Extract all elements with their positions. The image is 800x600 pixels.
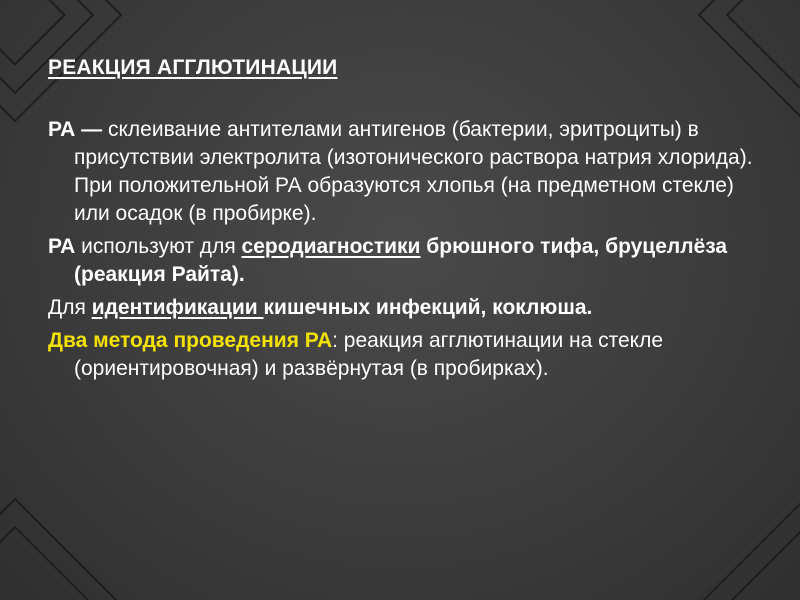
identification-rest: кишечных инфекций, коклюша. bbox=[263, 296, 593, 319]
definition-text: склеивание антителами антигенов (бактерии, эритроциты) в присутствии электролита (изотонического раствора натрия хлорида). При положительной РА образуются хлопья (на предметном стекле) или осадок (в пробирке). bbox=[74, 118, 753, 225]
definition-lead: РА — bbox=[48, 118, 108, 141]
usage-term: серодиагностики bbox=[241, 235, 421, 258]
identification-term: идентификации bbox=[91, 296, 264, 319]
slide-title: РЕАКЦИЯ АГГЛЮТИНАЦИИ bbox=[48, 56, 338, 79]
usage-text: используют для bbox=[75, 235, 242, 258]
usage-rest: брюшного тифа, бруцеллёза (реакция Райта). bbox=[74, 235, 728, 286]
paragraph-identification bbox=[48, 294, 760, 322]
usage-lead: РА bbox=[48, 235, 76, 258]
methods-text: : реакция агглютинации на стекле (ориентировочная) и развёрнутая (в пробирках). bbox=[74, 329, 664, 380]
slide-content bbox=[48, 54, 760, 388]
paragraph-definition bbox=[48, 116, 760, 228]
paragraph-usage bbox=[48, 233, 760, 289]
methods-lead: Два метода проведения РА bbox=[48, 329, 333, 352]
identification-lead: Для bbox=[48, 296, 92, 319]
paragraph-methods bbox=[48, 327, 760, 383]
